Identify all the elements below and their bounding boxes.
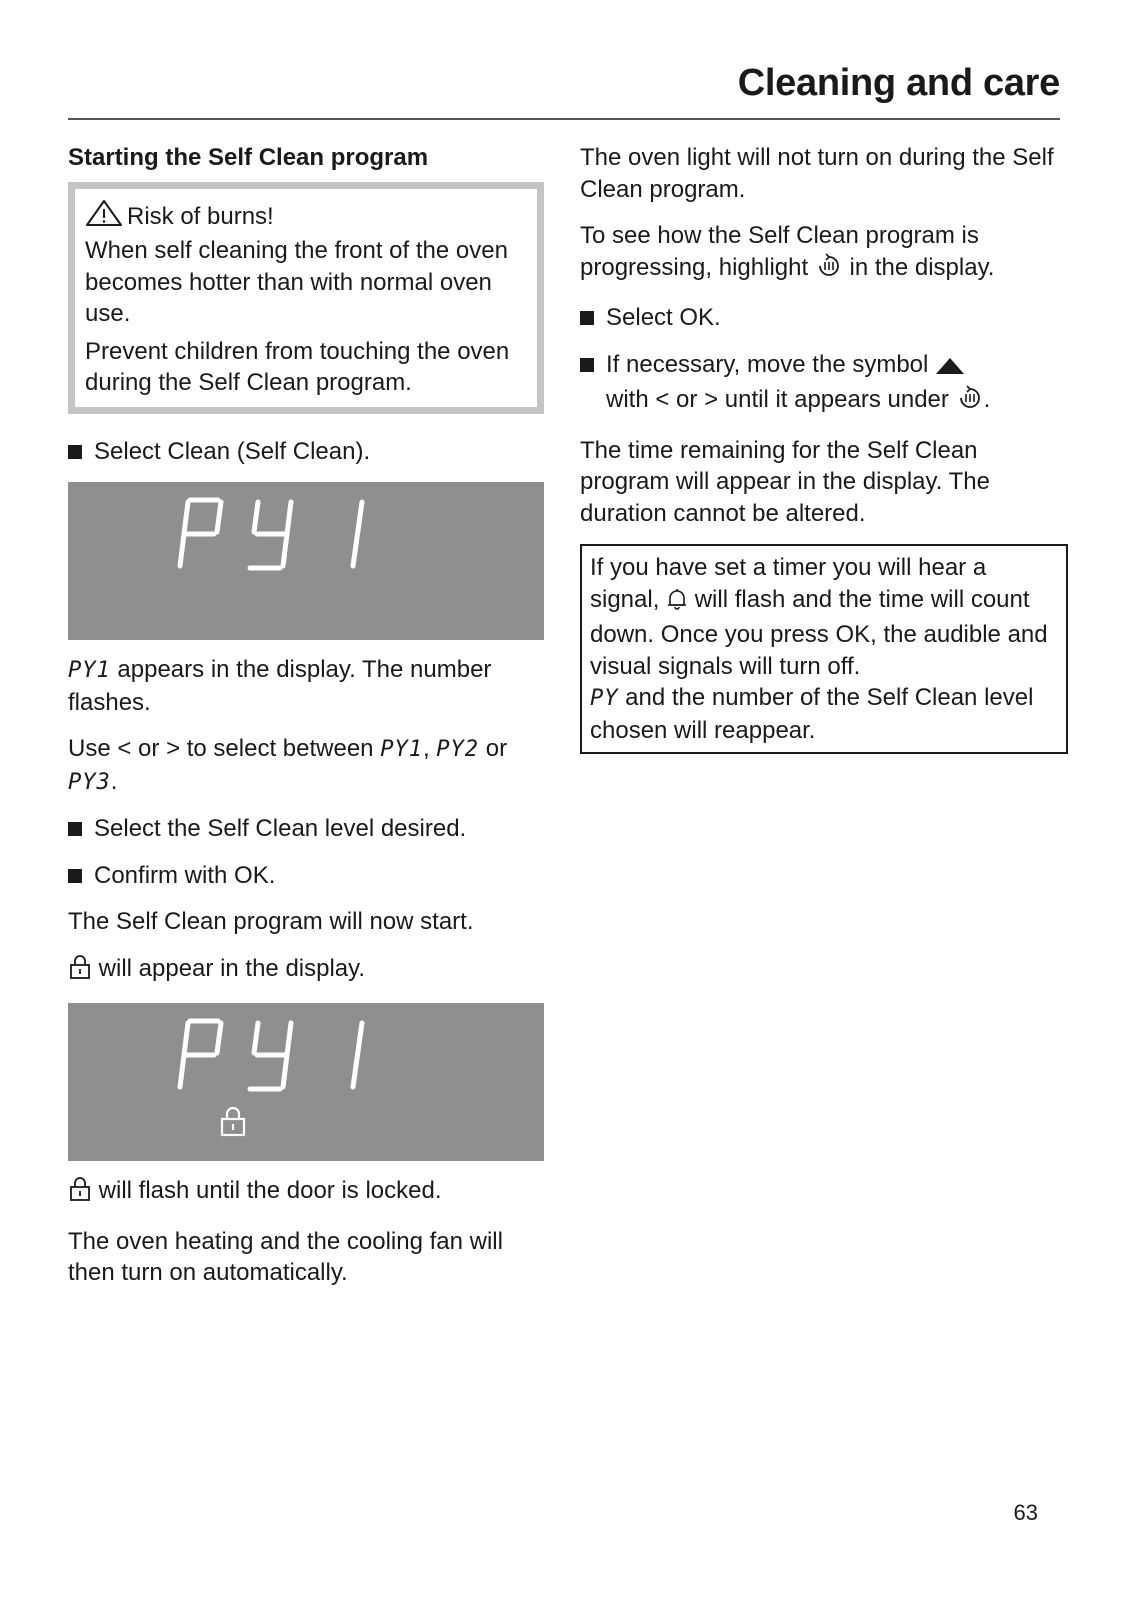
warning-body-2: Prevent children from touching the oven during the Self Clean program. [85,337,510,396]
warning-body-1: When self cleaning the front of the oven becomes hotter than with normal oven use. [85,237,508,327]
oven-light-text: The oven light will not turn on during the Self Clean program. [580,144,1054,203]
left-column [68,142,544,1304]
lock-icon [68,954,92,989]
bullet-square [580,358,594,372]
heating-text: The oven heating and the cooling fan will then turn on automatically. [68,1227,503,1286]
warning-triangle-icon [85,199,123,236]
warning-title: Risk of burns! [127,202,274,230]
less-than-symbol: < [117,735,132,762]
triangle-up-icon [935,353,965,385]
step-select-clean: Select Clean (Self Clean). [68,436,544,468]
bullet-square [68,445,82,459]
use-paragraph: Use < or > to select between PY1, PY2 or PY3. [68,735,508,795]
self-clean-icon [815,253,843,288]
code-py2: PY2 [436,737,480,762]
display-lock-icon [218,1105,248,1146]
warning-box [68,182,544,414]
greater-than-symbol: > [166,735,181,762]
appears-paragraph: PY1 appears in the display. The number flashes. [68,656,492,716]
bullet-square [580,311,594,325]
section-heading: Starting the Self Clean program [68,144,429,171]
display-readout [170,1015,370,1095]
lock-appear-paragraph: will appear in the display. [68,953,544,989]
code-py1: PY1 [380,737,423,762]
header-rule [68,118,1060,120]
right-column [580,142,1068,754]
lock-icon [68,1176,92,1211]
code-py1: PY1 [68,658,111,683]
display-panel-1 [68,482,544,640]
bell-icon [666,587,688,620]
progress-paragraph: To see how the Self Clean program is progressing, highlight in the display. [580,220,1068,287]
code-py3: PY3 [68,769,111,795]
step-select-level: Select the Self Clean level desired. [68,813,544,845]
step-move-symbol: If necessary, move the symbol with < or > until it appears under . [580,349,1068,420]
page-number: 63 [1013,1500,1038,1525]
bullet-square [68,869,82,883]
self-clean-icon [956,385,984,420]
display-readout [170,494,370,574]
step-select-ok: Select OK. [580,302,1068,334]
step-confirm: Confirm with OK. [68,860,544,892]
bullet-square [68,822,82,836]
display-panel-2 [68,1003,544,1161]
greater-than-symbol: > [704,386,719,413]
less-than-symbol: < [655,386,670,413]
lock-flash-paragraph: will flash until the door is locked. [68,1175,544,1211]
code-py: PY [590,686,619,711]
will-start-text: The Self Clean program will now start. [68,908,474,935]
page-header-title: Cleaning and care [737,62,1060,104]
timer-info-box: If you have set a timer you will hear a signal, will flash and the time will count down. Once you press OK, the audible and visual signals will turn off. PY and the number of the Self Clean level chosen will reappear. [580,544,1068,754]
time-remaining-text: The time remaining for the Self Clean program will appear in the display. The duration cannot be altered. [580,436,990,527]
